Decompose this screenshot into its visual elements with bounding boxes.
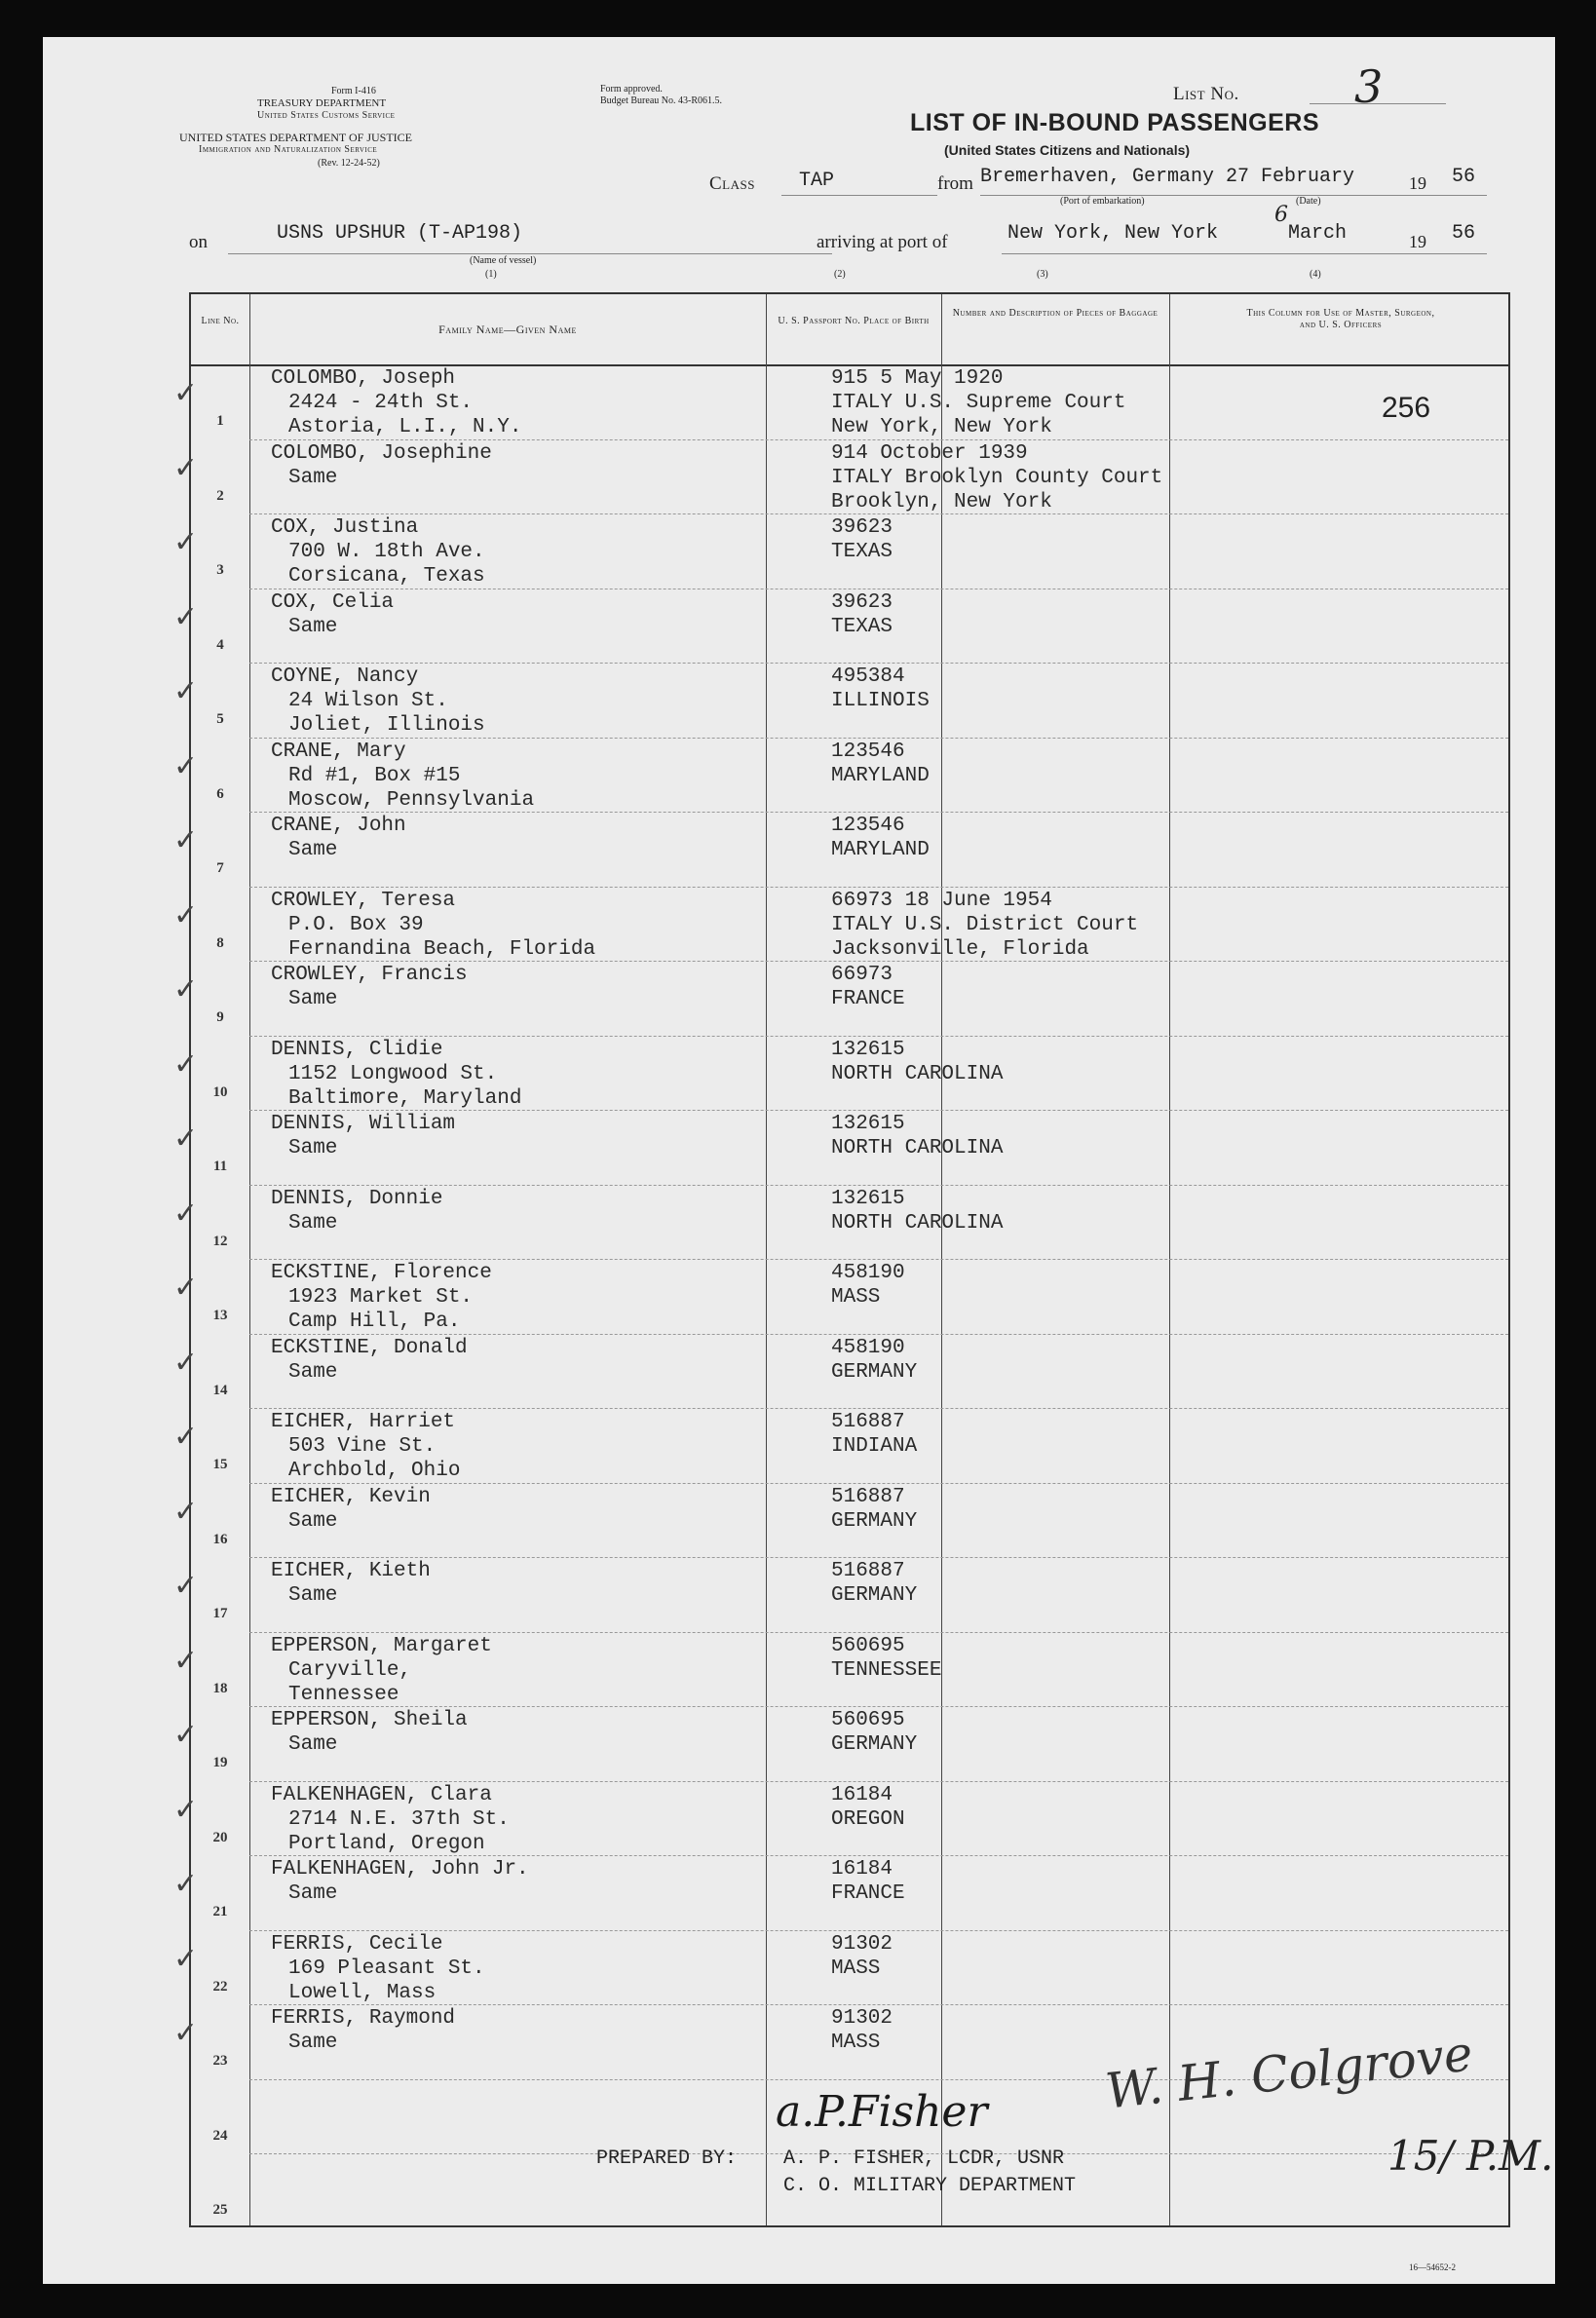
passenger-address-1: 700 W. 18th Ave. <box>288 541 485 563</box>
line-number: 17 <box>212 1606 228 1621</box>
passport-number: 66973 <box>831 964 893 986</box>
caption-4: (4) <box>1310 269 1321 280</box>
passport-number: 516887 <box>831 1411 905 1433</box>
passenger-address-2: Corsicana, Texas <box>288 565 485 588</box>
place-of-birth: ITALY U.S. Supreme Court <box>831 392 1126 414</box>
form-subtitle: (United States Citizens and Nationals) <box>944 142 1191 158</box>
passenger-address-1: Same <box>288 1360 338 1384</box>
passport-number: 560695 <box>831 1709 905 1731</box>
checkmark-icon: ✓ <box>173 1046 199 1082</box>
preparer-name: A. P. FISHER, LCDR, USNR <box>783 2147 1065 2170</box>
form-title: LIST OF IN-BOUND PASSENGERS <box>910 109 1320 136</box>
place-of-birth: GERMANY <box>831 1584 918 1607</box>
passport-number: 39623 <box>831 590 893 614</box>
passport-number: 132615 <box>831 1038 905 1061</box>
passenger-name: CROWLEY, Francis <box>271 964 468 986</box>
place-of-birth: NORTH CAROLINA <box>831 1137 1004 1159</box>
checkmark-icon: ✓ <box>173 450 199 485</box>
passenger-address-1: 169 Pleasant St. <box>288 1957 485 1980</box>
place-of-birth: NORTH CAROLINA <box>831 1211 1004 1235</box>
line-number: 22 <box>212 1978 228 1995</box>
caption-3: (3) <box>1037 269 1048 280</box>
passenger-address-2: Joliet, Illinois <box>288 714 485 737</box>
passport-number: 123546 <box>831 740 905 763</box>
caption-2: (2) <box>834 269 846 280</box>
place-of-birth: FRANCE <box>831 1882 905 1905</box>
place-of-birth: TENNESSEE <box>831 1658 942 1682</box>
line-number: 3 <box>216 562 224 578</box>
date-caption: (Date) <box>1296 196 1321 207</box>
row-divider <box>249 2004 1508 2005</box>
row-divider <box>249 1036 1508 1037</box>
passport-number: 16184 <box>831 1858 893 1881</box>
passenger-address-2: Baltimore, Maryland <box>288 1086 522 1110</box>
passenger-address-1: Rd #1, Box #15 <box>288 764 461 787</box>
from-label: from <box>937 173 973 194</box>
passenger-address-1: Caryville, <box>288 1658 412 1682</box>
page-count: 256 <box>1382 392 1431 424</box>
checkmark-icon: ✓ <box>173 1643 199 1678</box>
passenger-address-2: Lowell, Mass <box>288 1981 437 2004</box>
col-header-officers: This Column for Use of Master, Surgeon, and U. S. Officers <box>1246 308 1435 330</box>
passenger-address-1: 2424 - 24th St. <box>288 392 474 414</box>
passenger-address-2: Fernandina Beach, Florida <box>288 937 596 961</box>
passenger-address-1: Same <box>288 1137 338 1159</box>
port-embark-caption: (Port of embarkation) <box>1060 196 1145 207</box>
line-number: 10 <box>212 1083 228 1100</box>
caption-1: (1) <box>485 269 497 280</box>
passport-number: 516887 <box>831 1485 905 1508</box>
year-prefix-1: 19 <box>1409 173 1426 193</box>
passenger-name: DENNIS, Donnie <box>271 1187 443 1210</box>
checkmark-icon: ✓ <box>173 1792 199 1827</box>
checkmark-icon: ✓ <box>173 1494 199 1529</box>
arrival-port: New York, New York <box>1007 222 1219 245</box>
line-number: 6 <box>216 785 224 802</box>
from-value: Bremerhaven, Germany 27 February <box>980 166 1355 188</box>
form-revision: (Rev. 12-24-52) <box>318 158 380 169</box>
passenger-address-2: Astoria, L.I., N.Y. <box>288 416 522 438</box>
prepared-label: PREPARED BY: <box>596 2147 738 2170</box>
line-number: 24 <box>212 2127 228 2144</box>
passport-number: 458190 <box>831 1262 905 1284</box>
checkmark-icon: ✓ <box>173 674 199 708</box>
document-page <box>43 37 1555 2284</box>
passenger-name: DENNIS, Clidie <box>271 1038 443 1061</box>
place-of-birth: ILLINOIS <box>831 690 930 712</box>
place-of-birth: FRANCE <box>831 988 905 1010</box>
place-of-birth: GERMANY <box>831 1509 918 1533</box>
passenger-address-1: Same <box>288 1584 338 1607</box>
line-number: 1 <box>216 413 224 429</box>
checkmark-icon: ✓ <box>173 1196 199 1231</box>
dept-justice-sub: Immigration and Naturalization Service <box>199 144 378 155</box>
line-number: 15 <box>212 1457 228 1472</box>
passenger-address-1: Same <box>288 1882 338 1905</box>
passenger-table <box>173 292 1510 2227</box>
dept-justice: UNITED STATES DEPARTMENT OF JUSTICE <box>179 131 413 144</box>
passenger-address-1: Same <box>288 988 338 1010</box>
passenger-name: CROWLEY, Teresa <box>271 889 456 912</box>
passport-number: 495384 <box>831 665 905 688</box>
passenger-name: COLOMBO, Joseph <box>271 367 456 390</box>
passenger-name: FALKENHAGEN, Clara <box>271 1783 492 1806</box>
col-header-name: Family Name—Given Name <box>438 323 577 336</box>
row-divider <box>249 1781 1508 1782</box>
checkmark-icon: ✓ <box>173 897 199 932</box>
place-of-birth: MASS <box>831 1286 881 1309</box>
passport-number: 516887 <box>831 1560 905 1582</box>
line-number: 11 <box>212 1159 228 1174</box>
line-number: 23 <box>212 2053 228 2069</box>
row-divider <box>249 1706 1508 1707</box>
passenger-name: COYNE, Nancy <box>271 665 419 688</box>
place-of-birth-2: New York, New York <box>831 416 1052 438</box>
place-of-birth: ITALY Brooklyn County Court <box>831 466 1163 489</box>
passenger-name: EICHER, Kevin <box>271 1485 431 1508</box>
col-header-passport: U. S. Passport No. Place of Birth <box>778 316 930 326</box>
passenger-address-1: Same <box>288 1733 338 1756</box>
passenger-name: EPPERSON, Margaret <box>271 1634 492 1657</box>
passenger-address-1: Same <box>288 466 338 489</box>
passenger-address-2: Camp Hill, Pa. <box>288 1311 461 1333</box>
col-header-line-no: Line No. <box>201 316 240 326</box>
arriving-label: arriving at port of <box>817 232 948 252</box>
line-number: 4 <box>216 636 224 653</box>
line-number: 8 <box>216 934 224 951</box>
line-number: 5 <box>216 711 224 727</box>
passenger-name: FERRIS, Cecile <box>271 1932 443 1956</box>
line-number: 18 <box>212 1680 228 1696</box>
vessel-name: USNS UPSHUR (T-AP198) <box>277 222 523 245</box>
row-divider <box>249 1632 1508 1633</box>
arrival-date: March <box>1288 222 1348 245</box>
checkmark-icon: ✓ <box>173 1718 199 1752</box>
checkmark-icon: ✓ <box>173 1941 199 1976</box>
row-divider <box>249 1557 1508 1558</box>
row-divider <box>249 1930 1508 1931</box>
passport-number: 123546 <box>831 815 905 837</box>
place-of-birth-2: Jacksonville, Florida <box>831 937 1089 961</box>
passport-number: 132615 <box>831 1187 905 1210</box>
passenger-address-1: Same <box>288 1509 338 1533</box>
checkmark-icon: ✓ <box>173 748 199 783</box>
passenger-name: EICHER, Kieth <box>271 1560 431 1582</box>
checkmark-icon: ✓ <box>173 599 199 634</box>
line-number: 21 <box>212 1904 228 1919</box>
passport-number: 91302 <box>831 2007 893 2030</box>
form-number: Form I-416 <box>331 86 376 96</box>
passenger-address-1: Same <box>288 839 338 861</box>
passenger-address-1: 2714 N.E. 37th St. <box>288 1807 510 1831</box>
dept-treasury-sub: United States Customs Service <box>257 110 396 121</box>
line-number: 25 <box>212 2202 228 2218</box>
row-divider <box>249 663 1508 664</box>
place-of-birth: GERMANY <box>831 1733 918 1756</box>
officer-signature: W. H. Colgrove <box>1103 2025 1476 2120</box>
passenger-name: DENNIS, William <box>271 1113 456 1135</box>
passenger-address-2: Moscow, Pennsylvania <box>288 788 535 812</box>
passport-number: 66973 18 June 1954 <box>831 889 1052 912</box>
checkmark-icon: ✓ <box>173 1271 199 1305</box>
signature-fisher: a.P.Fisher <box>776 2087 988 2137</box>
checkmark-icon: ✓ <box>173 525 199 559</box>
passport-number: 914 October 1939 <box>831 441 1028 465</box>
place-of-birth: TEXAS <box>831 615 893 638</box>
passenger-name: FERRIS, Raymond <box>271 2007 456 2030</box>
passenger-address-1: 1923 Market St. <box>288 1286 474 1309</box>
passport-number: 16184 <box>831 1783 893 1806</box>
checkmark-icon: ✓ <box>173 823 199 857</box>
place-of-birth: MARYLAND <box>831 839 930 861</box>
line-number: 14 <box>212 1382 228 1398</box>
passenger-address-2: Archbold, Ohio <box>288 1460 461 1482</box>
passenger-name: COLOMBO, Josephine <box>271 441 492 465</box>
vessel-caption: (Name of vessel) <box>470 255 537 266</box>
passenger-address-2: Portland, Oregon <box>288 1832 485 1855</box>
passenger-name: EICHER, Harriet <box>271 1411 456 1433</box>
checkmark-icon: ✓ <box>173 972 199 1007</box>
passenger-name: FALKENHAGEN, John Jr. <box>271 1858 529 1881</box>
passenger-name: EPPERSON, Sheila <box>271 1709 468 1731</box>
line-number: 13 <box>212 1308 228 1323</box>
checkmark-icon: ✓ <box>173 2016 199 2050</box>
place-of-birth: TEXAS <box>831 541 893 563</box>
officer-initials: 15/ P.M. <box>1387 2132 1554 2180</box>
checkmark-icon: ✓ <box>173 376 199 410</box>
passenger-name: ECKSTINE, Donald <box>271 1336 468 1359</box>
checkmark-icon: ✓ <box>173 1569 199 1603</box>
year-2: 56 <box>1452 222 1476 245</box>
list-no-value: 3 <box>1354 60 1384 113</box>
passenger-name: ECKSTINE, Florence <box>271 1262 492 1284</box>
passport-number: 39623 <box>831 516 893 539</box>
place-of-birth: MARYLAND <box>831 764 930 787</box>
passenger-name: CRANE, John <box>271 815 406 837</box>
passport-number: 915 5 May 1920 <box>831 367 1004 390</box>
row-divider <box>249 1185 1508 1186</box>
passenger-address-2: Tennessee <box>288 1683 399 1706</box>
class-value: TAP <box>799 170 835 192</box>
place-of-birth: MASS <box>831 1957 881 1980</box>
passenger-name: COX, Celia <box>271 590 395 614</box>
row-divider <box>249 1408 1508 1409</box>
passport-number: 458190 <box>831 1336 905 1359</box>
line-number: 19 <box>212 1755 228 1770</box>
passenger-address-1: Same <box>288 2032 338 2054</box>
dept-treasury: TREASURY DEPARTMENT <box>257 97 387 109</box>
checkmark-icon: ✓ <box>173 1420 199 1454</box>
place-of-birth: INDIANA <box>831 1435 918 1458</box>
place-of-birth-2: Brooklyn, New York <box>831 490 1052 513</box>
line-number: 9 <box>216 1009 224 1025</box>
passport-number: 560695 <box>831 1634 905 1657</box>
line-number: 16 <box>212 1531 228 1547</box>
row-divider <box>249 1259 1508 1260</box>
passenger-address-1: P.O. Box 39 <box>288 913 424 936</box>
on-label: on <box>189 232 208 252</box>
checkmark-icon: ✓ <box>173 1121 199 1156</box>
line-number: 7 <box>216 860 224 876</box>
line-number: 12 <box>212 1233 228 1249</box>
place-of-birth: OREGON <box>831 1807 905 1831</box>
year-1: 56 <box>1452 166 1476 188</box>
line-number: 2 <box>216 487 224 504</box>
passenger-address-1: Same <box>288 615 338 638</box>
list-no-label: List No. <box>1173 84 1239 104</box>
year-prefix-2: 19 <box>1409 232 1426 251</box>
row-divider <box>249 887 1508 888</box>
line-number: 20 <box>212 1829 228 1845</box>
passenger-name: CRANE, Mary <box>271 740 406 763</box>
budget-bureau: Budget Bureau No. 43-R061.5. <box>600 95 722 106</box>
passport-number: 132615 <box>831 1113 905 1135</box>
arrival-day-handwritten: 6 <box>1274 203 1288 227</box>
passenger-name: COX, Justina <box>271 516 419 539</box>
passport-number: 91302 <box>831 1932 893 1956</box>
checkmark-icon: ✓ <box>173 1345 199 1380</box>
footer-code: 16—54652-2 <box>1409 2262 1456 2272</box>
passenger-address-1: 1152 Longwood St. <box>288 1062 498 1085</box>
form-approved: Form approved. <box>600 84 663 95</box>
place-of-birth: ITALY U.S. District Court <box>831 913 1139 936</box>
checkmark-icon: ✓ <box>173 1867 199 1901</box>
class-label: Class <box>709 173 755 194</box>
place-of-birth: MASS <box>831 2032 881 2054</box>
passenger-address-1: 24 Wilson St. <box>288 690 448 712</box>
place-of-birth: NORTH CAROLINA <box>831 1062 1004 1085</box>
col-header-baggage: Number and Description of Pieces of Baggage <box>952 308 1159 319</box>
preparer-title: C. O. MILITARY DEPARTMENT <box>783 2175 1077 2197</box>
place-of-birth: GERMANY <box>831 1360 918 1384</box>
passenger-address-1: Same <box>288 1211 338 1235</box>
passenger-address-1: 503 Vine St. <box>288 1435 437 1458</box>
